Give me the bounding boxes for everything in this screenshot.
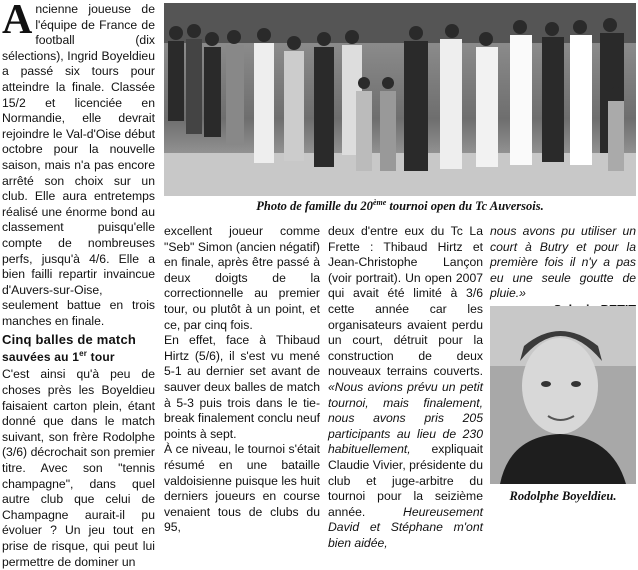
col3-text-2: expliquait Claudie Vivier, présidente du club et juge-arbitre du tournoi pour la seizième année. (328, 442, 483, 519)
article-column-1 (2, 2, 155, 570)
intro-paragraph (2, 2, 155, 329)
body-paragraph: C'est ainsi qu'à peu de choses près les Boyeldieu faisaient carton plein, étant donné que dans le match suivant, son frère Rodolphe (3/6) décrochait son premier titre. Avec son "tennis champagne", dans quel autre club que celui de Champagne aurait-il pu évoluer ? Un jeu tout en prise de risque, qui peut lui permettre de dominer un (2, 367, 155, 569)
col3-quote-1: «Nous avions prévu un petit tournoi, mais finalement, nous avons pris 205 participants au lieu de 230 habituellement, (328, 379, 483, 457)
section-heading (2, 333, 155, 364)
col3-paragraph (328, 224, 483, 551)
caption-part-1: Photo de famille du 20 (256, 199, 373, 214)
team-photo-caption (164, 198, 636, 214)
col2-paragraph-2: En effet, face à Thibaud Hirtz (5/6), il s'est vu mené 5-1 au dernier set avant de sauver deux balles de match à 5-3 puis trois dans le tie-break finalement conclu neuf points à sept. (164, 333, 320, 441)
heading-line-3: tour (87, 350, 115, 365)
article-column-3 (328, 224, 483, 551)
portrait-image (490, 306, 636, 484)
heading-line-1: Cinq balles de match (2, 332, 137, 348)
col3-text-1: deux d'entre eux du Tc La Frette : Thibaud Hirtz et Jean-Christophe Lançon (voir portrait). Un open 2007 qui avait été limité à 3/6 cette année car les organisateurs avaient perdu un court, détruit pour la construction de deux nouveaux terrains couverts. (328, 224, 483, 379)
col2-paragraph-3: À ce niveau, le tournoi s'était résumé en une bataille valdoisienne puisque les huit derniers joueurs en course venaient tous de clubs du 95, (164, 442, 320, 535)
article-column-2 (164, 224, 320, 536)
drop-cap: A (2, 0, 33, 43)
portrait-photo (490, 306, 636, 484)
team-photo (164, 3, 636, 196)
col3-quote-2: Heureusement David et Stéphane m'ont bien aidée, (328, 504, 483, 550)
heading-line-2: sauvées au 1 (2, 350, 80, 365)
caption-sup: ème (372, 198, 387, 207)
col4-quote: nous avons pu utiliser un court à Butry et pour la première fois il n'y a pas eu une seule goutte de pluie.» (490, 224, 636, 301)
portrait-caption: Rodolphe Boyeldieu. (509, 489, 617, 503)
col2-paragraph-1: excellent joueur comme "Seb" Simon (ancien négatif) en finale, après être passé à deux doigts de la correctionnelle au premier tour, ou plutôt à un point, et ce, par cinq fois. (164, 224, 320, 332)
intro-text: ncienne joueuse de l'équipe de France de football (dix sélections), Ingrid Boyeldieu a passé six tours pour atteindre la finale. Classée 15/2 et licenciée en Normandie, elle devrait rejoindre le Val-d'Oise début octobre pour la nouvelle saison, mais n'a pas encore arrêté son choix sur un club. Elle aura entretemps réalisé une énorme bond au classement puisqu'elle compte de nombreuses perfs, jusqu'à 4/6. Elle a bien failli repartir invaincue d'Auvers-sur-Oise, seulement battue en trois manches en finale. (2, 2, 155, 328)
heading-sup: er (79, 349, 88, 359)
article-column-4 (490, 224, 636, 319)
caption-part-2: tournoi open du Tc Auversois. (386, 199, 544, 214)
team-photo-image (164, 3, 636, 196)
